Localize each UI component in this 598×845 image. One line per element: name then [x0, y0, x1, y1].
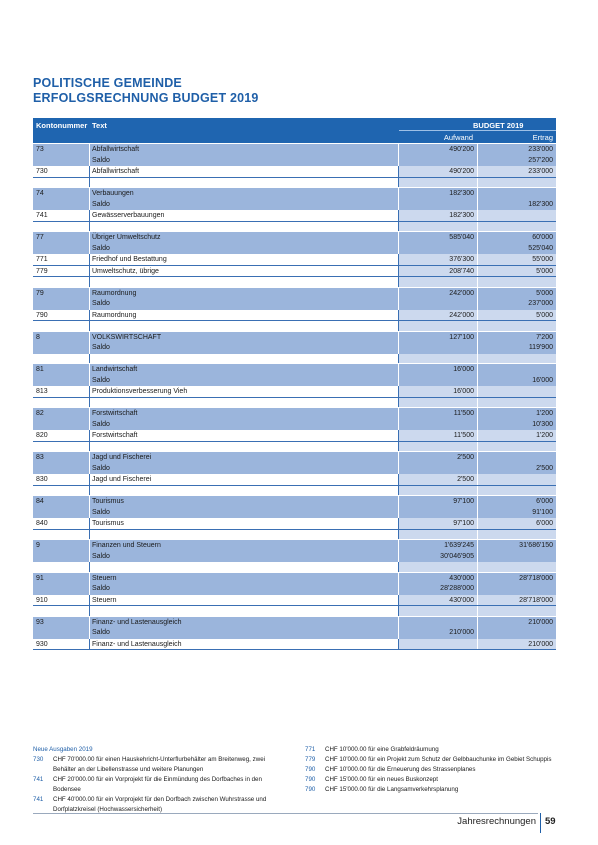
cell-aufwand [399, 617, 478, 628]
cell-aufwand: 430'000 [399, 595, 478, 606]
cell-konto: 83 [33, 452, 90, 463]
notes-left [33, 745, 293, 815]
budget-table [33, 118, 556, 650]
table-row [33, 266, 556, 278]
cell-konto [33, 398, 90, 408]
cell-text [90, 606, 399, 616]
cell-text: VOLKSWIRTSCHAFT [90, 332, 399, 343]
cell-konto: 91 [33, 573, 90, 584]
cell-aufwand [399, 398, 478, 408]
note-item [305, 765, 585, 775]
cell-ertrag: 5'000 [536, 289, 553, 297]
cell-ertrag [478, 277, 556, 287]
note-item [33, 795, 293, 805]
cell-konto: 73 [33, 144, 90, 155]
table-row [33, 375, 556, 387]
note-item [305, 745, 585, 755]
cell-konto [33, 321, 90, 331]
cell-konto [33, 155, 90, 167]
cell-text: Jagd und Fischerei [90, 474, 399, 485]
table-row [33, 639, 556, 651]
cell-ertrag [478, 442, 556, 452]
cell-konto: 930 [33, 639, 90, 650]
cell-aufwand: 242'000 [399, 288, 478, 299]
cell-konto: 779 [33, 266, 90, 277]
note-text: CHF 70'000.00 für einen Hauskehricht-Unterflurbehälter am Breitenweg, zwei [53, 756, 266, 763]
note-account: 790 [305, 786, 316, 793]
cell-ertrag: 233'000 [528, 146, 553, 153]
cell-ertrag [478, 474, 556, 485]
spacer-row [33, 321, 556, 331]
table-body [33, 143, 556, 650]
cell-aufwand: 16'000 [399, 364, 478, 375]
table-row [33, 474, 556, 486]
cell-aufwand: 430'000 [399, 573, 478, 584]
cell-text: Saldo [90, 342, 399, 354]
spacer-row [33, 398, 556, 408]
cell-text: Raumordnung [90, 310, 399, 321]
cell-ertrag [478, 178, 556, 188]
note-item [305, 755, 585, 765]
cell-text: Gewässerverbauungen [90, 210, 399, 221]
cell-aufwand: 16'000 [399, 386, 478, 397]
cell-aufwand [399, 342, 478, 354]
note-account: 730 [33, 756, 44, 763]
note-text: CHF 10'000.00 für eine Grabfeldräumung [325, 746, 439, 753]
cell-ertrag: 5'000 [478, 266, 556, 277]
note-text: CHF 40'000.00 für ein Vorprojekt für den Dorfbach zwischen Wuhrstrasse und [53, 796, 267, 803]
cell-ertrag: 525'040 [528, 244, 553, 252]
cell-konto: 74 [33, 188, 90, 199]
cell-ertrag: 182'300 [528, 200, 553, 208]
cell-ertrag [478, 562, 556, 572]
cell-text [90, 486, 399, 496]
cell-ertrag [478, 486, 556, 496]
cell-text: Saldo [90, 298, 399, 310]
cell-ertrag: 28'718'000 [478, 595, 556, 606]
table-row [33, 231, 556, 243]
cell-aufwand [399, 486, 478, 496]
page-number: 59 [545, 816, 556, 827]
cell-aufwand: 585'040 [399, 232, 478, 243]
header-kontonummer: Kontonummer [36, 121, 88, 130]
cell-konto [33, 627, 90, 639]
cell-aufwand [399, 530, 478, 540]
note-text: Dorfplatzkreisel (Hochwassersicherheit) [53, 806, 163, 813]
cell-konto: 741 [33, 210, 90, 221]
cell-aufwand [399, 277, 478, 287]
header-aufwand: Aufwand [443, 133, 473, 142]
cell-aufwand: 30'046'905 [399, 551, 478, 563]
note-account: 771 [305, 746, 316, 753]
cell-aufwand: 490'200 [399, 166, 478, 177]
cell-konto [33, 243, 90, 255]
cell-aufwand [399, 375, 478, 387]
cell-konto [33, 562, 90, 572]
table-row [33, 166, 556, 178]
note-account: 779 [305, 756, 316, 763]
footer-rule [33, 813, 538, 814]
notes-right [305, 745, 585, 795]
spacer-row [33, 530, 556, 540]
cell-ertrag [478, 188, 556, 199]
note-account: 790 [305, 766, 316, 773]
notes-right-list [305, 745, 585, 795]
cell-text [90, 222, 399, 232]
note-text: CHF 15'000.00 für ein neues Buskonzept [325, 776, 438, 783]
note-account: 741 [33, 776, 44, 783]
cell-ertrag [478, 583, 556, 595]
note-text: Behälter an der Libellenstrasse und weitere Planungen [53, 766, 204, 773]
cell-ertrag: 28'718'000 [519, 574, 553, 582]
cell-aufwand [399, 155, 478, 167]
cell-konto [33, 354, 90, 364]
table-row [33, 583, 556, 595]
cell-ertrag: 5'000 [478, 310, 556, 321]
note-item [33, 765, 293, 775]
cell-ertrag: 6'000 [536, 498, 553, 505]
cell-ertrag [478, 210, 556, 221]
table-row [33, 310, 556, 322]
table-row [33, 419, 556, 431]
cell-text: Saldo [90, 419, 399, 431]
cell-ertrag: 16'000 [532, 376, 553, 384]
cell-aufwand: 490'200 [399, 144, 478, 155]
cell-text [90, 178, 399, 188]
cell-text: Finanzen und Steuern [90, 540, 399, 551]
cell-text: Abfallwirtschaft [90, 166, 399, 177]
cell-konto [33, 442, 90, 452]
cell-aufwand [399, 298, 478, 310]
table-row [33, 407, 556, 419]
cell-text: Forstwirtschaft [90, 408, 399, 419]
cell-ertrag [478, 627, 556, 639]
spacer-row [33, 178, 556, 188]
cell-aufwand [399, 442, 478, 452]
spacer-row [33, 354, 556, 364]
title-line-2: ERFOLGSRECHNUNG BUDGET 2019 [33, 91, 259, 105]
note-account [33, 785, 53, 795]
cell-konto [33, 375, 90, 387]
cell-text: Finanz- und Lastenausgleich [90, 639, 399, 650]
cell-konto: 93 [33, 617, 90, 628]
spacer-row [33, 606, 556, 616]
table-row [33, 298, 556, 310]
cell-konto [33, 419, 90, 431]
table-row [33, 595, 556, 607]
cell-text: Forstwirtschaft [90, 430, 399, 441]
cell-aufwand: 97'100 [399, 518, 478, 529]
cell-konto [33, 530, 90, 540]
cell-text [90, 321, 399, 331]
cell-ertrag: 2'500 [536, 464, 553, 472]
cell-text: Produktionsverbesserung Vieh [90, 386, 399, 397]
table-row [33, 155, 556, 167]
cell-konto [33, 277, 90, 287]
cell-text [90, 277, 399, 287]
table-row [33, 386, 556, 398]
notes-left-list [33, 755, 293, 815]
table-row [33, 539, 556, 551]
cell-konto: 730 [33, 166, 90, 177]
cell-text: Saldo [90, 199, 399, 211]
note-item [305, 775, 585, 785]
cell-ertrag: 119'900 [528, 344, 553, 351]
note-item [33, 775, 293, 785]
cell-text: Saldo [90, 583, 399, 595]
cell-aufwand [399, 507, 478, 519]
cell-ertrag [478, 452, 556, 463]
table-row [33, 342, 556, 354]
spacer-row [33, 562, 556, 572]
cell-konto [33, 606, 90, 616]
cell-text [90, 354, 399, 364]
cell-text: Verbauungen [90, 188, 399, 199]
cell-ertrag: 257'200 [528, 156, 553, 164]
cell-konto: 77 [33, 232, 90, 243]
cell-konto: 81 [33, 364, 90, 375]
cell-konto [33, 178, 90, 188]
header-ertrag: Ertrag [532, 133, 553, 142]
cell-aufwand: 182'300 [399, 210, 478, 221]
cell-konto: 910 [33, 595, 90, 606]
title-line-1: POLITISCHE GEMEINDE [33, 76, 182, 90]
cell-ertrag [478, 354, 556, 364]
spacer-row [33, 222, 556, 232]
cell-text: Tourismus [90, 496, 399, 507]
table-row [33, 572, 556, 584]
header-divider [399, 130, 556, 131]
table-row [33, 463, 556, 475]
cell-ertrag: 237'000 [528, 300, 553, 307]
cell-ertrag: 1'200 [536, 410, 553, 417]
table-row [33, 507, 556, 519]
spacer-row [33, 442, 556, 452]
cell-text [90, 530, 399, 540]
cell-ertrag: 91'100 [532, 508, 553, 516]
table-row [33, 187, 556, 199]
note-text: CHF 20'000.00 für ein Vorprojekt für die Einmündung des Dorfbaches in den [53, 776, 262, 783]
cell-konto: 813 [33, 386, 90, 397]
cell-konto [33, 583, 90, 595]
cell-text: Tourismus [90, 518, 399, 529]
cell-ertrag [478, 551, 556, 563]
table-row [33, 199, 556, 211]
cell-konto [33, 486, 90, 496]
cell-aufwand: 2'500 [399, 474, 478, 485]
cell-ertrag [478, 364, 556, 375]
cell-konto: 8 [33, 332, 90, 343]
cell-konto [33, 222, 90, 232]
page-title [33, 76, 259, 106]
cell-text: Saldo [90, 375, 399, 387]
cell-aufwand: 208'740 [399, 266, 478, 277]
cell-text: Saldo [90, 551, 399, 563]
cell-text: Übriger Umweltschutz [90, 232, 399, 243]
cell-konto: 79 [33, 288, 90, 299]
cell-aufwand [399, 639, 478, 650]
table-row [33, 518, 556, 530]
note-item [33, 785, 293, 795]
cell-konto [33, 551, 90, 563]
cell-text: Saldo [90, 507, 399, 519]
cell-ertrag [478, 530, 556, 540]
cell-konto [33, 463, 90, 475]
cell-aufwand: 210'000 [399, 627, 478, 639]
header-text: Text [92, 121, 107, 130]
cell-text: Jagd und Fischerei [90, 452, 399, 463]
cell-aufwand: 11'500 [399, 408, 478, 419]
table-row [33, 495, 556, 507]
cell-aufwand: 127'100 [399, 332, 478, 343]
cell-aufwand [399, 321, 478, 331]
table-row [33, 551, 556, 563]
cell-konto: 84 [33, 496, 90, 507]
cell-ertrag: 10'300 [532, 420, 553, 428]
cell-aufwand: 2'500 [399, 452, 478, 463]
cell-aufwand [399, 562, 478, 572]
cell-ertrag [478, 222, 556, 232]
cell-aufwand: 182'300 [399, 188, 478, 199]
table-row [33, 430, 556, 442]
table-header [33, 118, 556, 143]
cell-konto [33, 199, 90, 211]
cell-ertrag: 7'200 [536, 333, 553, 341]
table-row [33, 331, 556, 343]
table-row [33, 143, 556, 155]
cell-text: Umweltschutz, übrige [90, 266, 399, 277]
cell-ertrag: 233'000 [478, 166, 556, 177]
cell-ertrag: 210'000 [478, 639, 556, 650]
cell-aufwand [399, 354, 478, 364]
note-text: CHF 10'000.00 für ein Projekt zum Schutz der Gelbbauchunke im Gebiet Schuppis [325, 756, 552, 763]
cell-konto [33, 507, 90, 519]
note-account: 741 [33, 796, 44, 803]
cell-konto: 840 [33, 518, 90, 529]
cell-text [90, 442, 399, 452]
cell-ertrag [478, 606, 556, 616]
cell-konto: 771 [33, 254, 90, 265]
cell-aufwand [399, 463, 478, 475]
note-account: 790 [305, 776, 316, 783]
cell-text: Saldo [90, 243, 399, 255]
notes-heading: Neue Ausgaben 2019 [33, 746, 93, 753]
cell-ertrag [478, 398, 556, 408]
cell-aufwand [399, 243, 478, 255]
cell-aufwand [399, 419, 478, 431]
cell-text: Raumordnung [90, 288, 399, 299]
cell-aufwand: 1'639'245 [399, 540, 478, 551]
cell-ertrag: 210'000 [528, 618, 553, 626]
cell-text: Saldo [90, 463, 399, 475]
note-item [305, 785, 585, 795]
cell-konto: 82 [33, 408, 90, 419]
note-text: CHF 15'000.00 für die Langsamverkehrsplanung [325, 786, 459, 793]
note-account [33, 765, 53, 775]
cell-text: Saldo [90, 627, 399, 639]
cell-text: Saldo [90, 155, 399, 167]
cell-konto: 830 [33, 474, 90, 485]
cell-ertrag [478, 386, 556, 397]
cell-text: Landwirtschaft [90, 364, 399, 375]
cell-aufwand [399, 606, 478, 616]
cell-aufwand: 97'100 [399, 496, 478, 507]
cell-text: Steuern [90, 595, 399, 606]
cell-aufwand [399, 199, 478, 211]
cell-konto [33, 342, 90, 354]
cell-ertrag: 1'200 [478, 430, 556, 441]
cell-konto: 820 [33, 430, 90, 441]
table-row [33, 254, 556, 266]
cell-ertrag: 55'000 [478, 254, 556, 265]
table-row [33, 210, 556, 222]
cell-text: Abfallwirtschaft [90, 144, 399, 155]
cell-ertrag: 6'000 [478, 518, 556, 529]
note-item [33, 755, 293, 765]
note-text: CHF 10'000.00 für die Erneuerung des Strassenplanes [325, 766, 476, 773]
spacer-row [33, 486, 556, 496]
cell-aufwand: 242'000 [399, 310, 478, 321]
cell-text [90, 562, 399, 572]
cell-aufwand: 376'300 [399, 254, 478, 265]
cell-text: Friedhof und Bestattung [90, 254, 399, 265]
table-row [33, 363, 556, 375]
footer-section-label: Jahresrechnungen [457, 816, 536, 827]
table-row [33, 243, 556, 255]
note-text: Bodensee [53, 786, 81, 793]
cell-ertrag: 31'686'150 [519, 542, 553, 549]
table-row [33, 287, 556, 299]
cell-text: Steuern [90, 573, 399, 584]
cell-konto: 790 [33, 310, 90, 321]
cell-konto [33, 298, 90, 310]
table-row [33, 627, 556, 639]
cell-text [90, 398, 399, 408]
cell-aufwand [399, 222, 478, 232]
cell-ertrag [478, 321, 556, 331]
cell-konto: 9 [33, 540, 90, 551]
spacer-row [33, 277, 556, 287]
footer-separator [540, 813, 541, 833]
table-row [33, 616, 556, 628]
cell-aufwand: 11'500 [399, 430, 478, 441]
cell-ertrag: 60'000 [532, 234, 553, 241]
cell-aufwand: 28'288'000 [399, 583, 478, 595]
table-row [33, 451, 556, 463]
header-budget: BUDGET 2019 [473, 121, 524, 130]
cell-aufwand [399, 178, 478, 188]
cell-text: Finanz- und Lastenausgleich [90, 617, 399, 628]
